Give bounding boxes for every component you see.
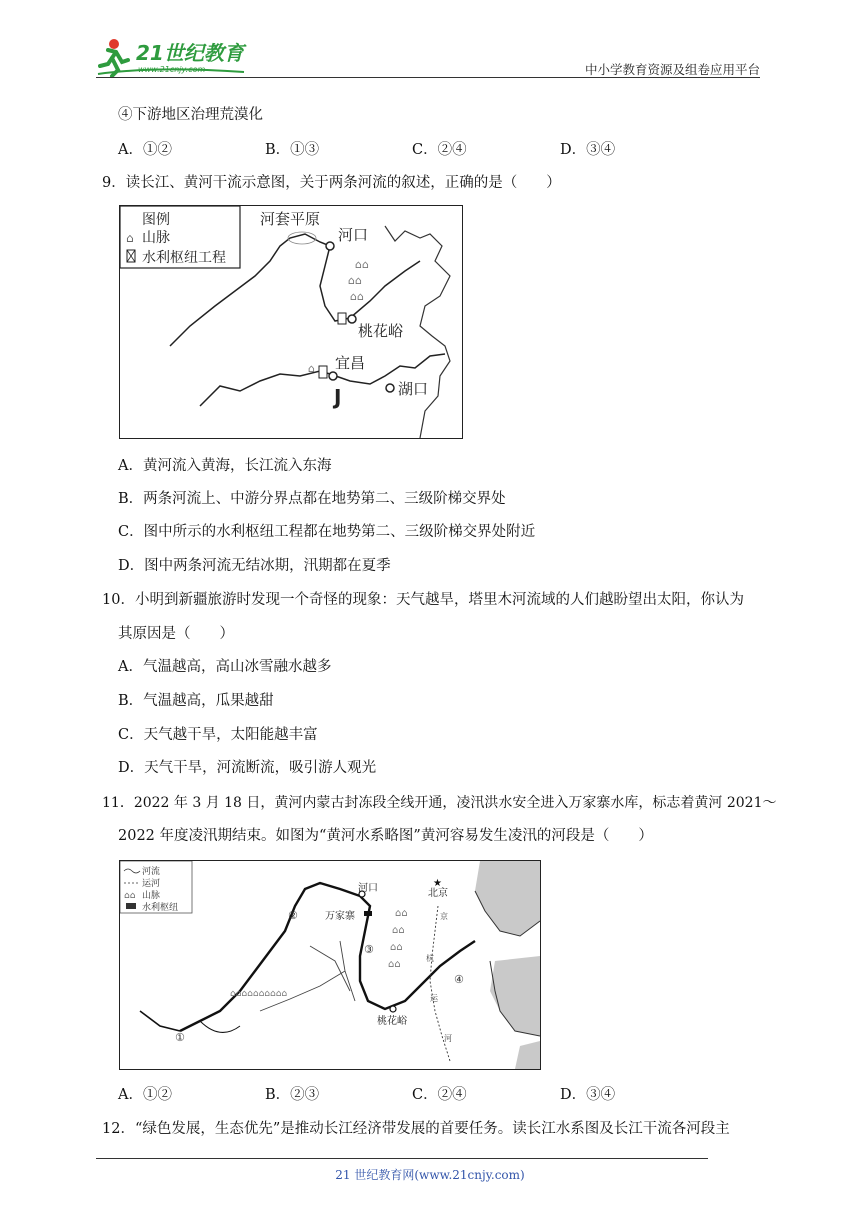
- label-hukou: 湖口: [398, 380, 429, 398]
- canal-char-4: 河: [444, 1034, 452, 1043]
- wanjiazhai-dam-icon: [364, 911, 372, 916]
- q11-label-wanjiazhai: 万家寨: [325, 911, 355, 922]
- q11-map: [119, 860, 541, 1070]
- q11-map-figure: [120, 861, 540, 1069]
- mountain-legend-icon: ⌂: [126, 231, 134, 245]
- q11-stem-line1: 11．2022 年 3 月 18 日，黄河内蒙古封冻段全线开通，凌汛洪水安全进入万家寨水库，标志着黄河 2021～: [102, 795, 777, 811]
- segment-2-label: ②: [288, 909, 298, 922]
- q11-legend-river: 河流: [142, 867, 161, 877]
- label-yichang: 宜昌: [335, 354, 366, 372]
- q12-stem-line1: 12．“绿色发展，生态优先”是推动长江经济带发展的首要任务。读长江水系图及长江干流各河段主: [102, 1121, 730, 1137]
- svg-text:⌂⌂: ⌂⌂: [388, 959, 401, 970]
- logo-url: www.21cnjy.com: [138, 65, 206, 74]
- q11-label-beijing: 北京: [428, 888, 448, 899]
- q8-option-a[interactable]: A．①②: [118, 142, 172, 158]
- q11-option-a[interactable]: A．①②: [118, 1087, 172, 1103]
- svg-text:⌂⌂: ⌂⌂: [355, 258, 369, 271]
- q11-dam-legend-icon: [126, 903, 136, 909]
- q8-option-b[interactable]: B．①③: [265, 142, 320, 158]
- svg-text:⌂⌂: ⌂⌂: [124, 891, 136, 901]
- q10-option-c[interactable]: C．天气越干旱，太阳能越丰富: [118, 727, 318, 743]
- segment-4-label: ④: [454, 973, 464, 986]
- q11-stem-line2: 2022 年度凌汛期结束。如图为“黄河水系略图”黄河容易发生凌汛的河段是（ ）: [118, 828, 653, 844]
- svg-text:⌂⌂: ⌂⌂: [350, 290, 364, 303]
- svg-text:⌂⌂: ⌂⌂: [348, 274, 362, 287]
- q11-label-hekou: 河口: [358, 883, 378, 894]
- q9-option-b[interactable]: B．两条河流上、中游分界点都在地势第二、三级阶梯交界处: [118, 491, 506, 507]
- q11-option-d[interactable]: D．③④: [560, 1087, 616, 1103]
- q10-option-d[interactable]: D．天气干旱，河流断流，吸引游人观光: [118, 760, 377, 776]
- q11-legend-dam: 水利枢纽: [142, 903, 179, 913]
- canal-char-1: 京: [440, 912, 448, 921]
- q11-label-taohuayu: 桃花峪: [377, 1016, 407, 1027]
- label-hekou: 河口: [338, 226, 369, 244]
- footer-link[interactable]: 21 世纪教育网(www.21cnjy.com): [335, 1168, 525, 1182]
- q9-stem: 9．读长江、黄河干流示意图，关于两条河流的叙述，正确的是（ ）: [102, 175, 561, 191]
- q9-map: [119, 205, 463, 439]
- svg-text:⌂: ⌂: [308, 362, 315, 375]
- q10-option-b[interactable]: B．气温越高，瓜果越甜: [118, 693, 274, 709]
- hekou-point: [326, 242, 334, 250]
- segment-1-label: ①: [175, 1031, 185, 1044]
- yellow-sea: [490, 956, 540, 1036]
- q9-option-d[interactable]: D．图中两条河流无结冰期，汛期都在夏季: [118, 558, 391, 574]
- footer-divider: [96, 1158, 708, 1159]
- q8-option-c[interactable]: C．②④: [412, 142, 467, 158]
- q11-legend-canal: 运河: [142, 879, 161, 889]
- three-gorges-dam-icon: [319, 366, 327, 378]
- header-divider: [96, 77, 760, 78]
- logo-title: 21世纪教育: [136, 41, 244, 65]
- platform-name: 中小学教育资源及组卷应用平台: [584, 62, 760, 77]
- q8-option-d[interactable]: D．③④: [560, 142, 616, 158]
- q9-legend-mountain: 山脉: [142, 230, 170, 246]
- q11-option-c[interactable]: C．②④: [412, 1087, 467, 1103]
- svg-text:⌂⌂: ⌂⌂: [392, 925, 405, 936]
- q9-map-figure: [120, 206, 462, 438]
- q10-option-a[interactable]: A．气温越高，高山冰雪融水越多: [118, 659, 332, 675]
- q9-option-a[interactable]: A．黄河流入黄海，长江流入东海: [118, 458, 332, 474]
- taohuayu-point: [348, 315, 356, 323]
- svg-text:J: J: [334, 385, 342, 409]
- q11-legend-mountain: 山脉: [142, 891, 161, 901]
- q8-item4: ④下游地区治理荒漠化: [118, 107, 263, 123]
- svg-text:⌂⌂: ⌂⌂: [390, 942, 403, 953]
- hukou-point: [386, 384, 394, 392]
- svg-text:⌂⌂: ⌂⌂: [395, 908, 408, 919]
- label-hetao: 河套平原: [260, 210, 321, 228]
- segment-3-label: ③: [364, 943, 374, 956]
- svg-text:★: ★: [433, 878, 442, 889]
- site-logo[interactable]: [94, 36, 264, 80]
- q9-option-c[interactable]: C．图中所示的水利枢纽工程都在地势第二、三级阶梯交界处附近: [118, 524, 536, 540]
- yichang-point: [329, 372, 337, 380]
- canal-char-2: 杭: [426, 954, 434, 963]
- q10-stem-line1: 10．小明到新疆旅游时发现一个奇怪的现象：天气越旱，塔里木河流域的人们越盼望出太阳，你认为: [102, 592, 744, 608]
- svg-text:⌂⌂⌂⌂⌂⌂⌂⌂⌂⌂: ⌂⌂⌂⌂⌂⌂⌂⌂⌂⌂: [230, 989, 288, 999]
- sanmenxia-dam-icon: [338, 313, 346, 324]
- q11-taohuayu-point: [390, 1006, 396, 1012]
- label-taohuayu: 桃花峪: [358, 322, 404, 340]
- canal-char-3: 运: [430, 994, 438, 1003]
- q11-option-b[interactable]: B．②③: [265, 1087, 320, 1103]
- bohai-sea: [475, 861, 540, 936]
- q10-stem-line2: 其原因是（ ）: [118, 626, 234, 642]
- q9-legend-title: 图例: [142, 212, 170, 228]
- q9-legend-dam: 水利枢纽工程: [142, 250, 226, 266]
